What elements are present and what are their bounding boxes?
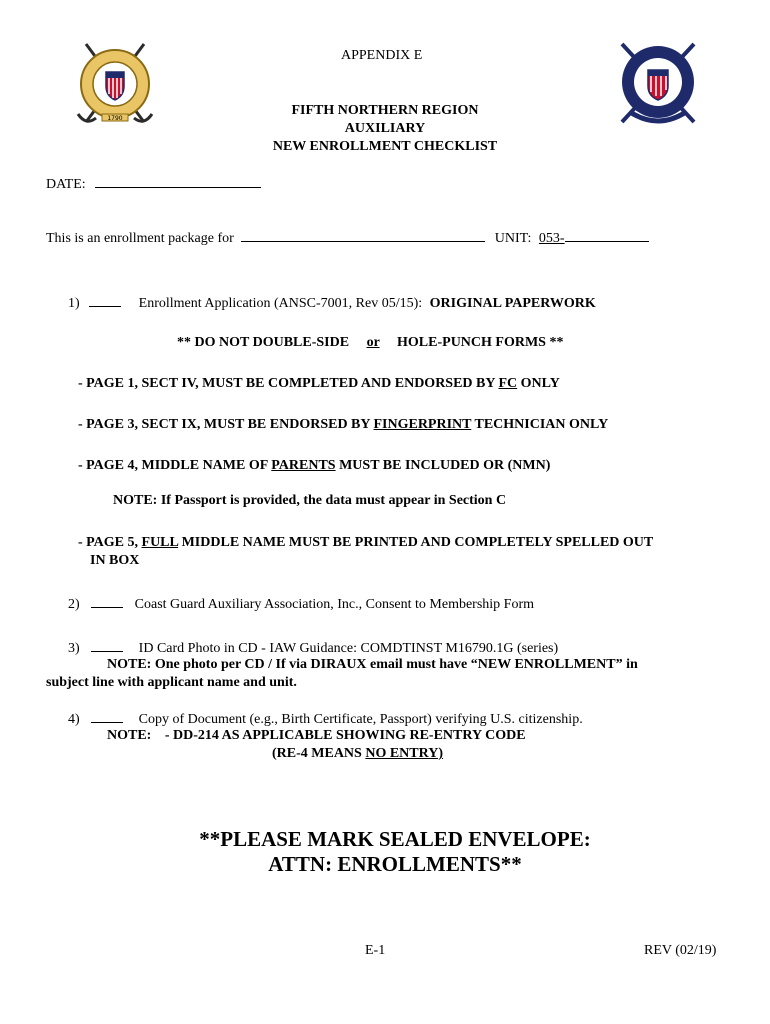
item-1-original-paperwork: ORIGINAL PAPERWORK — [429, 296, 596, 311]
warning-line — [177, 335, 563, 351]
page5-text-b: MIDDLE NAME MUST BE PRINTED AND COMPLETELY SPELLED OUT — [178, 535, 654, 550]
item-3-text: ID Card Photo in CD - IAW Guidance: COMDTINST M16790.1G (series) — [138, 641, 559, 656]
page5-requirement — [78, 535, 653, 551]
envelope-instruction: **PLEASE MARK SEALED ENVELOPE: — [199, 827, 591, 851]
unit-blank[interactable] — [565, 229, 649, 242]
title-region: FIFTH NORTHERN REGION — [291, 103, 479, 118]
warning-hole-punch: HOLE-PUNCH FORMS ** — [397, 335, 564, 350]
item-4-checkbox-blank[interactable] — [91, 710, 123, 723]
package-row — [46, 229, 649, 247]
item-4-number: 4) — [68, 712, 80, 727]
applicant-name-blank[interactable] — [241, 229, 485, 242]
item-4 — [68, 710, 583, 728]
passport-note: NOTE: If Passport is provided, the data must appear in Section C — [113, 493, 507, 508]
warning-double-side: ** DO NOT DOUBLE-SIDE — [177, 335, 350, 350]
page5-in-box: IN BOX — [90, 553, 140, 568]
item-2-text: Coast Guard Auxiliary Association, Inc., Consent to Membership Form — [134, 597, 535, 612]
item-3-note: NOTE: One photo per CD / If via DIRAUX email must have “NEW ENROLLMENT” in — [107, 657, 638, 672]
item-1-text: Enrollment Application (ANSC-7001, Rev 05/15): — [138, 296, 423, 311]
date-blank[interactable] — [95, 175, 261, 188]
revision-label: REV (02/19) — [644, 943, 717, 958]
item-3-note-continued: subject line with applicant name and unit. — [46, 675, 297, 690]
page3-fingerprint: FINGERPRINT — [373, 417, 472, 432]
package-label: This is an enrollment package for — [46, 231, 234, 246]
page1-text-a: - PAGE 1, SECT IV, MUST BE COMPLETED AND ENDORSED BY — [78, 376, 499, 391]
page4-text-a: - PAGE 4, MIDDLE NAME OF — [78, 458, 272, 473]
date-label: DATE: — [46, 177, 86, 192]
page4-parents: PARENTS — [271, 458, 336, 473]
item-1-checkbox-blank[interactable] — [89, 294, 121, 307]
warning-or: or — [366, 335, 380, 350]
item-4-reentry-note — [272, 746, 443, 762]
item-4-note — [107, 728, 526, 744]
page5-text-a: - PAGE 5, — [78, 535, 142, 550]
page1-requirement — [78, 376, 560, 392]
item-4-no-entry: NO ENTRY) — [365, 746, 444, 761]
page3-requirement — [78, 417, 608, 433]
item-4-note-label: NOTE: — [107, 728, 152, 743]
page-number: E-1 — [365, 943, 386, 958]
item-3 — [68, 639, 558, 657]
page4-requirement — [78, 458, 550, 474]
item-1-number: 1) — [68, 296, 80, 311]
page1-text-b: ONLY — [517, 376, 560, 391]
page4-text-b: MUST BE INCLUDED OR (NMN) — [335, 458, 551, 473]
attn-enrollments: ATTN: ENROLLMENTS** — [268, 852, 522, 876]
item-2 — [68, 595, 534, 613]
unit-label: UNIT: — [494, 231, 532, 246]
item-2-number: 2) — [68, 597, 80, 612]
item-3-checkbox-blank[interactable] — [91, 639, 123, 652]
unit-prefix: 053- — [538, 231, 565, 246]
item-4-note-text: - DD-214 AS APPLICABLE SHOWING RE-ENTRY CODE — [164, 728, 526, 743]
item-1 — [68, 294, 596, 312]
title-checklist: NEW ENROLLMENT CHECKLIST — [272, 139, 498, 154]
page1-fc: FC — [498, 376, 518, 391]
date-row — [46, 175, 261, 193]
item-4-text: Copy of Document (e.g., Birth Certificate, Passport) verifying U.S. citizenship. — [138, 712, 583, 727]
item-2-checkbox-blank[interactable] — [91, 595, 123, 608]
item-4-reentry-text: (RE-4 MEANS — [272, 746, 366, 761]
page5-full: FULL — [141, 535, 179, 550]
svg-text:1790: 1790 — [107, 115, 123, 122]
page3-text-a: - PAGE 3, SECT IX, MUST BE ENDORSED BY — [78, 417, 374, 432]
title-auxiliary: AUXILIARY — [344, 121, 426, 136]
appendix-label: APPENDIX E — [341, 48, 423, 63]
item-3-number: 3) — [68, 641, 80, 656]
page3-text-b: TECHNICIAN ONLY — [471, 417, 609, 432]
